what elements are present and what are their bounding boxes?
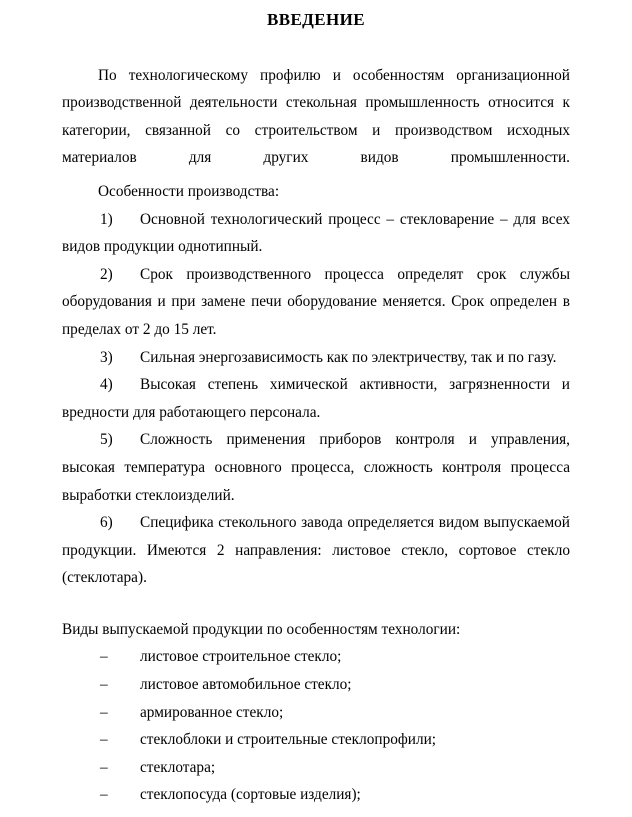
item-text: Высокая степень химической активности, загрязненности и вредности для работающего персонала. — [62, 376, 570, 421]
numbered-item-5 — [62, 426, 570, 509]
bullet-item-1 — [62, 643, 570, 671]
item-text: Основной технологический процесс – стекловарение – для всех видов продукции однотипный. — [62, 210, 570, 256]
bullet-dash: – — [100, 786, 108, 804]
bullet-text: листовое строительное стекло; — [140, 648, 342, 666]
item-number: 2) — [100, 265, 113, 283]
item-number: 3) — [100, 348, 113, 366]
numbered-item-6 — [62, 509, 570, 592]
item-text: Сложность применения приборов контроля и управления, высокая температура основного процесса, сложность контроля процесса выработки стеклоизделий. — [62, 431, 570, 504]
bullet-text: стеклоблоки и строительные стеклопрофили; — [140, 731, 437, 749]
bullet-text: армированное стекло; — [140, 703, 284, 721]
page-title: ВВЕДЕНИЕ — [266, 10, 366, 29]
item-number: 1) — [100, 210, 113, 228]
item-text: Срок производственного процесса определят срок службы оборудования и при замене печи оборудование меняется. Срок определен в пределах от 2 до 15 лет. — [62, 265, 570, 338]
bullet-item-5 — [62, 754, 570, 782]
bullet-text: стеклопосуда (сортовые изделия); — [140, 786, 361, 804]
item-text: Сильная энергозависимость как по электричеству, так и по газу. — [140, 348, 557, 366]
bullet-item-2 — [62, 671, 570, 699]
bullet-item-6 — [62, 781, 570, 809]
bullet-dash: – — [100, 731, 108, 749]
bullet-dash: – — [100, 676, 108, 694]
bullet-item-4 — [62, 726, 570, 754]
intro-paragraph: По технологическому профилю и особенностям организационной производственной деятельности стекольная промышленность относится к категории, связанной со строительством и производством исходных материалов для других видов промышленности. — [62, 66, 570, 167]
numbered-item-2 — [62, 261, 570, 344]
bullet-dash: – — [100, 703, 108, 721]
numbered-item-1 — [62, 206, 570, 261]
numbered-item-3 — [62, 344, 570, 372]
products-heading: Виды выпускаемой продукции по особенностям технологии: — [62, 620, 461, 638]
bullet-dash: – — [100, 648, 108, 666]
item-number: 5) — [100, 431, 113, 449]
item-text: Специфика стекольного завода определяется видом выпускаемой продукции. Имеются 2 направления: листовое стекло, сортовое стекло (стеклотара). — [62, 514, 570, 587]
item-number: 4) — [100, 376, 113, 394]
bullet-text: стеклотара; — [140, 758, 216, 776]
numbered-item-4 — [62, 371, 570, 426]
bullet-text: листовое автомобильное стекло; — [140, 676, 352, 694]
item-number: 6) — [100, 514, 113, 532]
bullet-item-3 — [62, 699, 570, 727]
bullet-dash: – — [100, 758, 108, 776]
features-heading: Особенности производства: — [98, 182, 280, 200]
